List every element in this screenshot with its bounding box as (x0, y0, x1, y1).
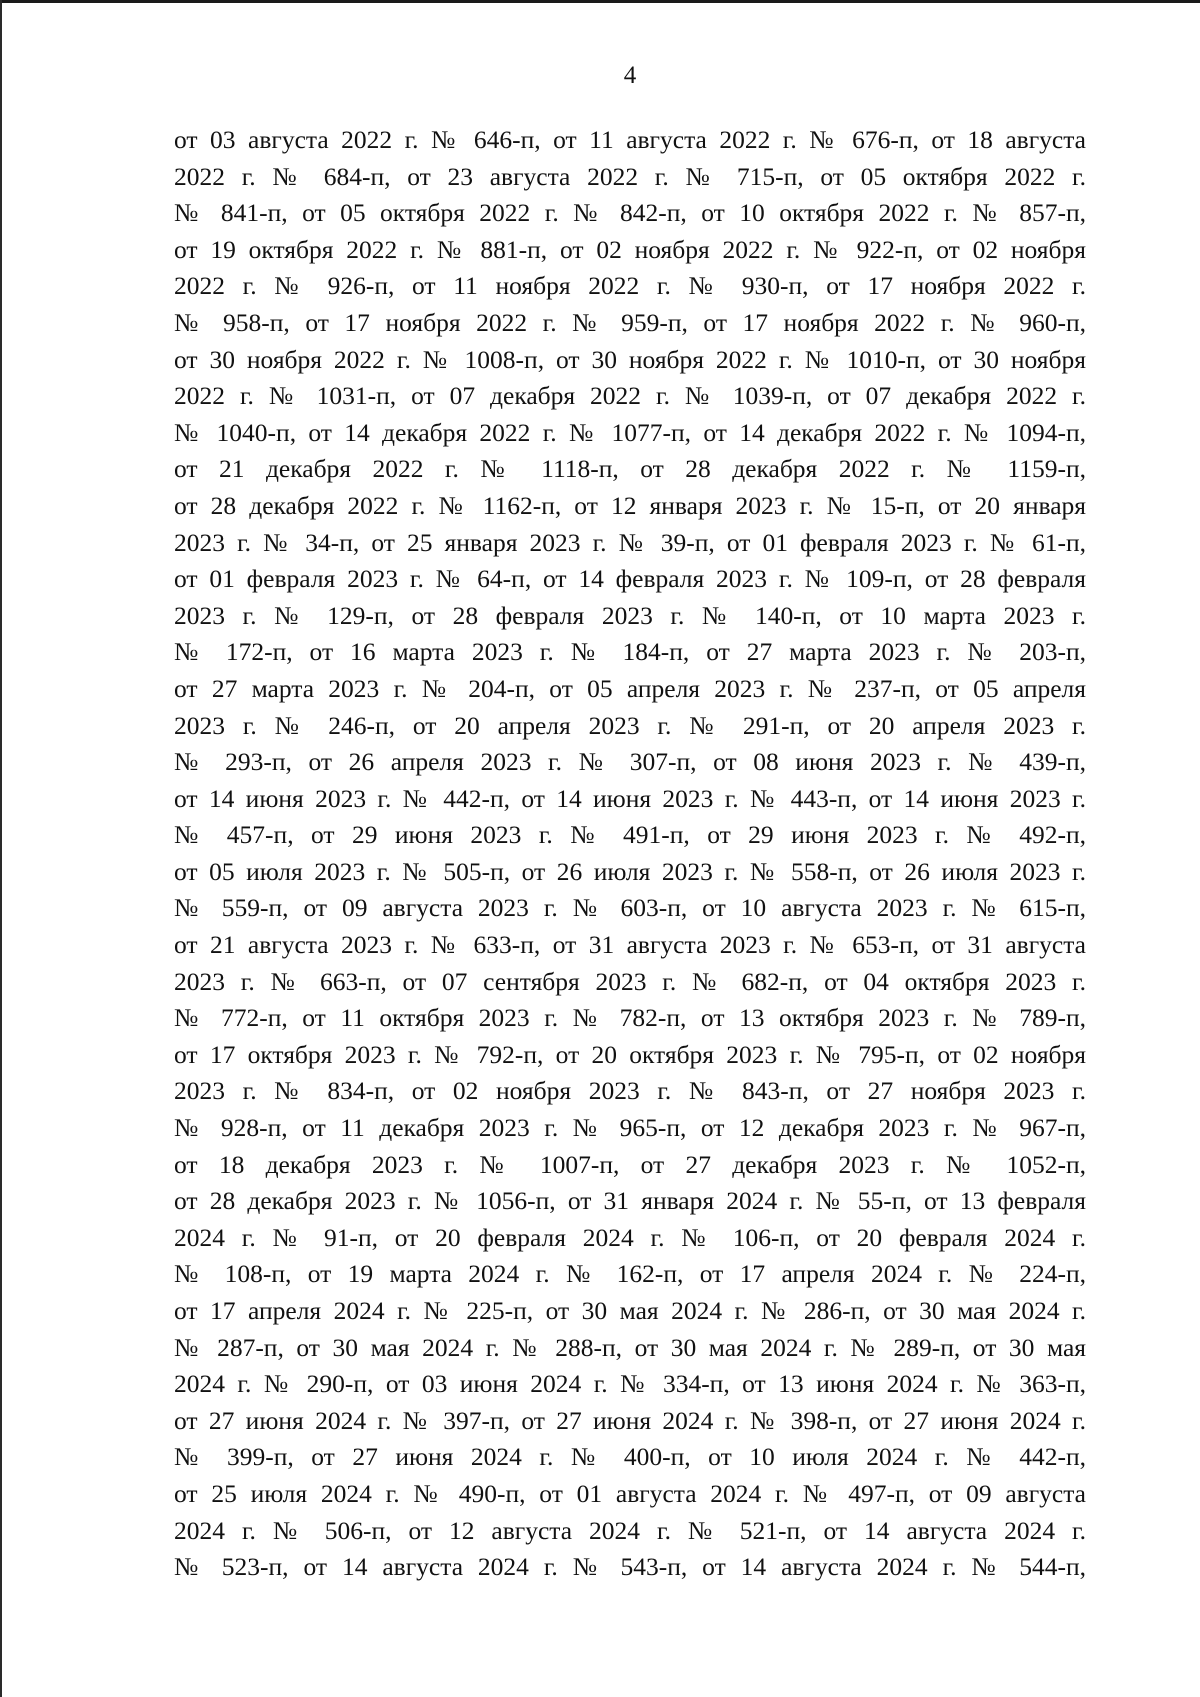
page-number: 4 (623, 62, 637, 89)
text-line: № 399-п, от 27 июня 2024 г. № 400-п, от 10 июля 2024 г. № 442-п, (174, 1442, 1086, 1472)
text-line: от 21 декабря 2022 г. № 1118-п, от 28 декабря 2022 г. № 1159-п, (174, 454, 1086, 484)
text-line: № 559-п, от 09 августа 2023 г. № 603-п, от 10 августа 2023 г. № 615-п, (174, 893, 1086, 923)
text-line: 2023 г. № 129-п, от 28 февраля 2023 г. № 140-п, от 10 марта 2023 г. (174, 600, 1086, 630)
text-line: от 03 августа 2022 г. № 646-п, от 11 августа 2022 г. № 676-п, от 18 августа (174, 125, 1086, 154)
text-line: № 523-п, от 14 августа 2024 г. № 543-п, от 14 августа 2024 г. № 544-п, (174, 1552, 1086, 1582)
text-line: от 25 июля 2024 г. № 490-п, от 01 августа 2024 г. № 497-п, от 09 августа (174, 1478, 1086, 1508)
text-line: 2022 г. № 926-п, от 11 ноября 2022 г. № 930-п, от 17 ноября 2022 г. (174, 271, 1086, 301)
scan-edge-top (0, 0, 1200, 3)
text-line: 2022 г. № 684-п, от 23 августа 2022 г. № 715-п, от 05 октября 2022 г. (174, 161, 1086, 191)
text-line: № 841-п, от 05 октября 2022 г. № 842-п, от 10 октября 2022 г. № 857-п, (174, 198, 1086, 228)
text-line: от 17 октября 2023 г. № 792-п, от 20 октября 2023 г. № 795-п, от 02 ноября (174, 1039, 1086, 1069)
text-line: 2022 г. № 1031-п, от 07 декабря 2022 г. № 1039-п, от 07 декабря 2022 г. (174, 381, 1086, 411)
text-line: № 958-п, от 17 ноября 2022 г. № 959-п, от 17 ноября 2022 г. № 960-п, (174, 307, 1086, 337)
document-body (174, 122, 1086, 1586)
text-line: 2023 г. № 34-п, от 25 января 2023 г. № 39-п, от 01 февраля 2023 г. № 61-п, (174, 527, 1086, 557)
text-line: 2023 г. № 663-п, от 07 сентября 2023 г. № 682-п, от 04 октября 2023 г. (174, 966, 1086, 996)
text-line: от 17 апреля 2024 г. № 225-п, от 30 мая 2024 г. № 286-п, от 30 мая 2024 г. (174, 1296, 1086, 1325)
text-line: № 457-п, от 29 июня 2023 г. № 491-п, от 29 июня 2023 г. № 492-п, (174, 820, 1086, 850)
text-line: 2023 г. № 246-п, от 20 апреля 2023 г. № 291-п, от 20 апреля 2023 г. (174, 710, 1086, 740)
text-line: от 21 августа 2023 г. № 633-п, от 31 августа 2023 г. № 653-п, от 31 августа (174, 930, 1086, 960)
text-line: от 19 октября 2022 г. № 881-п, от 02 ноября 2022 г. № 922-п, от 02 ноября (174, 234, 1086, 264)
text-line: от 14 июня 2023 г. № 442-п, от 14 июня 2023 г. № 443-п, от 14 июня 2023 г. (174, 783, 1086, 813)
text-line: № 1040-п, от 14 декабря 2022 г. № 1077-п, от 14 декабря 2022 г. № 1094-п, (174, 417, 1086, 447)
text-line: от 27 июня 2024 г. № 397-п, от 27 июня 2024 г. № 398-п, от 27 июня 2024 г. (174, 1405, 1086, 1435)
text-line: от 18 декабря 2023 г. № 1007-п, от 27 декабря 2023 г. № 1052-п, (174, 1149, 1086, 1179)
text-line: от 05 июля 2023 г. № 505-п, от 26 июля 2023 г. № 558-п, от 26 июля 2023 г. (174, 856, 1086, 886)
text-line: № 293-п, от 26 апреля 2023 г. № 307-п, от 08 июня 2023 г. № 439-п, (174, 747, 1086, 777)
text-line: № 928-п, от 11 декабря 2023 г. № 965-п, от 12 декабря 2023 г. № 967-п, (174, 1113, 1086, 1143)
text-line: № 287-п, от 30 мая 2024 г. № 288-п, от 30 мая 2024 г. № 289-п, от 30 мая (174, 1332, 1086, 1362)
text-line: 2024 г. № 506-п, от 12 августа 2024 г. № 521-п, от 14 августа 2024 г. (174, 1515, 1086, 1545)
text-line: № 172-п, от 16 марта 2023 г. № 184-п, от 27 марта 2023 г. № 203-п, (174, 637, 1086, 667)
text-line: 2024 г. № 91-п, от 20 февраля 2024 г. № 106-п, от 20 февраля 2024 г. (174, 1222, 1086, 1252)
text-line: от 01 февраля 2023 г. № 64-п, от 14 февраля 2023 г. № 109-п, от 28 февраля (174, 564, 1086, 594)
text-line: от 28 декабря 2022 г. № 1162-п, от 12 января 2023 г. № 15-п, от 20 января (174, 490, 1086, 520)
text-line: от 30 ноября 2022 г. № 1008-п, от 30 ноября 2022 г. № 1010-п, от 30 ноября (174, 344, 1086, 374)
scan-edge-left (0, 0, 2, 1697)
text-line: от 28 декабря 2023 г. № 1056-п, от 31 января 2024 г. № 55-п, от 13 февраля (174, 1186, 1086, 1216)
text-line: № 108-п, от 19 марта 2024 г. № 162-п, от 17 апреля 2024 г. № 224-п, (174, 1259, 1086, 1289)
text-line: 2024 г. № 290-п, от 03 июня 2024 г. № 334-п, от 13 июня 2024 г. № 363-п, (174, 1369, 1086, 1399)
text-line: № 772-п, от 11 октября 2023 г. № 782-п, от 13 октября 2023 г. № 789-п, (174, 1003, 1086, 1033)
text-line: от 27 марта 2023 г. № 204-п, от 05 апреля 2023 г. № 237-п, от 05 апреля (174, 673, 1086, 703)
text-line: 2023 г. № 834-п, от 02 ноября 2023 г. № 843-п, от 27 ноября 2023 г. (174, 1076, 1086, 1106)
